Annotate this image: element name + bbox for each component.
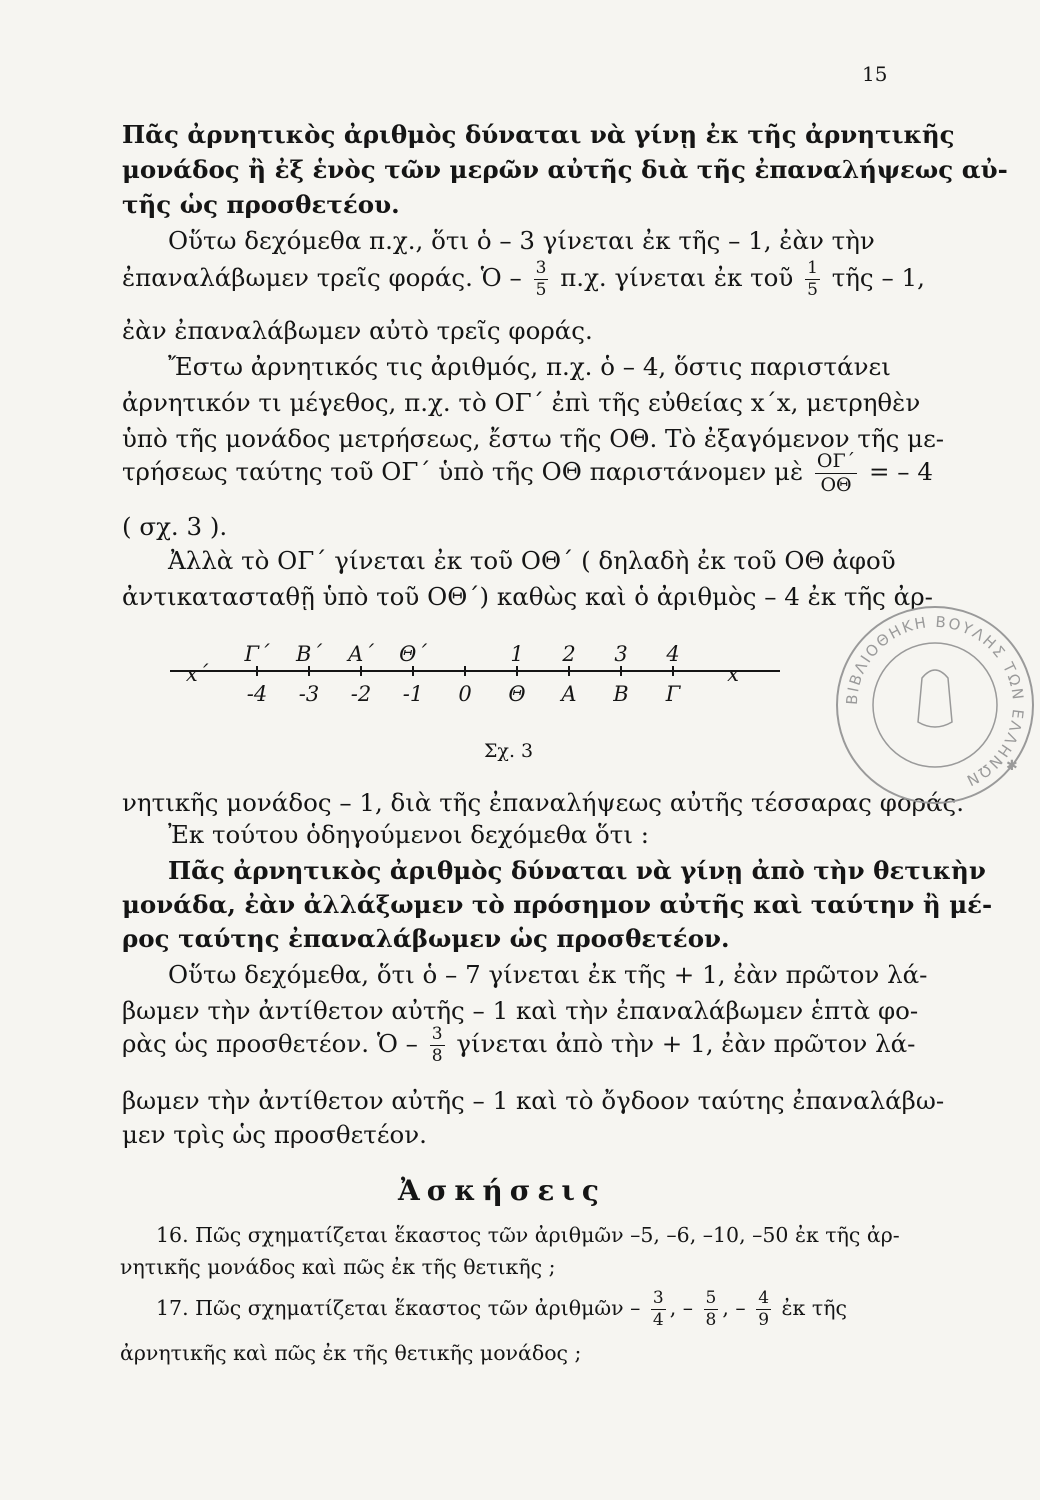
bottom-label: -3 — [298, 682, 320, 706]
rule-text-line: μονάδος ἢ ἐξ ἑνὸς τῶν μερῶν αὐτῆς διὰ τῆς ἐπαναλήψεως αὐ- — [122, 155, 1008, 184]
bottom-label: 0 — [458, 682, 472, 706]
body-line: βωμεν τὴν ἀντίθετον αὐτῆς – 1 καὶ τὴν ἐπαναλάβωμεν ἑπτὰ φο- — [122, 996, 919, 1025]
fraction-denominator: 4 — [652, 1310, 664, 1330]
top-label: 4 — [666, 642, 680, 666]
body-line: Ἀλλὰ τὸ ΟΓ΄ γίνεται ἐκ τοῦ ΟΘ΄ ( δηλαδὴ ἐκ τοῦ ΟΘ ἀφοῦ — [168, 546, 896, 575]
body-line: νητικῆς μονάδος – 1, διὰ τῆς ἐπαναλήψεως αὐτῆς τέσσαρας φοράς. — [122, 788, 965, 817]
exercise-17-line — [156, 1290, 847, 1329]
fraction — [430, 1026, 445, 1065]
body-line: Ἐκ τούτου ὁδηγούμενοι δεχόμεθα ὅτι : — [168, 820, 649, 849]
bottom-label: -4 — [246, 682, 268, 706]
fraction-denominator: 8 — [705, 1310, 717, 1330]
exercise-17-line: ἀρνητικῆς καὶ πῶς ἐκ τῆς θετικῆς μονάδος ; — [120, 1341, 582, 1365]
bottom-label: Γ — [665, 682, 681, 706]
fraction-denominator: 5 — [535, 280, 547, 300]
rule-text-line: μονάδα, ἐὰν ἀλλάξωμεν τὸ πρόσημον αὐτῆς καὶ ταύτην ἢ μέ- — [122, 890, 993, 919]
fraction-denominator: 9 — [758, 1310, 770, 1330]
bottom-label: Α — [561, 682, 577, 706]
text-segment: , – — [669, 1296, 693, 1320]
fraction-denominator: 8 — [431, 1046, 443, 1066]
top-labels — [243, 642, 679, 666]
top-label: 1 — [510, 642, 524, 666]
fraction-denominator: 5 — [807, 280, 818, 300]
top-label: Α΄ — [348, 642, 374, 666]
rule-text-line: Πᾶς ἀρνητικὸς ἀριθμὸς δύναται νὰ γίνῃ ἀπὸ τὴν θετικὴν — [168, 856, 986, 885]
fraction-numerator: 3 — [535, 258, 547, 278]
text-segment: π.χ. γίνεται ἐκ τοῦ — [560, 263, 794, 292]
bottom-labels — [186, 662, 739, 706]
text-segment: 17. Πῶς σχηματίζεται ἕκαστος τῶν ἀριθμῶν – — [156, 1296, 641, 1320]
fraction — [534, 260, 549, 299]
bottom-label: Θ — [508, 682, 526, 706]
body-line-with-fraction — [122, 1026, 915, 1065]
rule-text-line: Πᾶς ἀρνητικὸς ἀριθμὸς δύναται νὰ γίνῃ ἐκ τῆς ἀρνητικῆς — [122, 120, 955, 149]
stamp-figure-icon — [918, 670, 952, 727]
text-segment: ἐπαναλάβωμεν τρεῖς φοράς. Ὁ – — [122, 263, 522, 292]
exercise-16-line: νητικῆς μονάδος καὶ πῶς ἐκ τῆς θετικῆς ; — [120, 1255, 556, 1279]
fraction — [815, 452, 857, 495]
bottom-label: -2 — [350, 682, 372, 706]
stamp-inner-ring — [873, 643, 997, 767]
exercises-heading: Ἀσκήσεις — [398, 1174, 606, 1207]
bottom-label: x — [727, 662, 739, 686]
body-line: Οὕτω δεχόμεθα π.χ., ὅτι ὁ – 3 γίνεται ἐκ τῆς – 1, ἐὰν τὴν — [168, 226, 875, 255]
top-label: 2 — [562, 642, 576, 666]
top-label: Β΄ — [296, 642, 322, 666]
page-number: 15 — [862, 62, 888, 86]
stamp-star-icon: ✱ — [1006, 758, 1018, 774]
exercise-16-line: 16. Πῶς σχηματίζεται ἕκαστος τῶν ἀριθμῶν –5, –6, –10, –50 ἐκ τῆς ἀρ- — [156, 1223, 900, 1247]
fraction — [805, 260, 820, 299]
bottom-label: -1 — [402, 682, 424, 706]
text-segment: τρήσεως ταύτης τοῦ ΟΓ΄ ὑπὸ τῆς ΟΘ παριστάνομεν μὲ — [122, 457, 804, 486]
text-segment: τῆς – 1, — [831, 263, 925, 292]
text-segment: γίνεται ἀπὸ τὴν + 1, ἐὰν πρῶτον λά- — [456, 1029, 916, 1058]
library-stamp — [830, 600, 1040, 810]
body-line: Ἔστω ἀρνητικός τις ἀριθμός, π.χ. ὁ – 4, ὅστις παριστάνει — [168, 352, 891, 381]
text-segment: ρὰς ὡς προσθετέον. Ὁ – — [122, 1029, 418, 1058]
fraction — [704, 1290, 719, 1329]
fraction-numerator: ΟΓ΄ — [816, 450, 856, 472]
fraction — [651, 1290, 666, 1329]
top-label: Γ΄ — [244, 642, 270, 666]
rule-text-line: τῆς ὡς προσθετέου. — [122, 190, 400, 219]
fraction-numerator: 1 — [807, 258, 818, 278]
text-segment: , – — [722, 1296, 746, 1320]
bottom-label: x΄ — [185, 662, 209, 686]
fraction-numerator: 3 — [652, 1288, 664, 1308]
bottom-label: Β — [613, 682, 629, 706]
fraction — [756, 1290, 771, 1329]
body-line: ( σχ. 3 ). — [122, 512, 228, 541]
body-line-with-fractions — [122, 260, 925, 299]
stamp-outer-ring — [837, 607, 1033, 803]
fraction-numerator: 5 — [705, 1288, 717, 1308]
top-label: Θ΄ — [399, 642, 427, 666]
rule-text-line: ρος ταύτης ἐπαναλάβωμεν ὡς προσθετέον. — [122, 924, 730, 953]
fraction-denominator: ΟΘ — [820, 474, 852, 496]
text-segment: = – 4 — [868, 457, 933, 486]
number-line-figure — [170, 638, 810, 718]
fraction-numerator: 3 — [431, 1024, 443, 1044]
body-line: ἀρνητικόν τι μέγεθος, π.χ. τὸ ΟΓ΄ ἐπὶ τῆς εὐθείας x΄x, μετρηθὲν — [122, 388, 921, 417]
stamp-text — [843, 613, 1027, 790]
body-line: ὑπὸ τῆς μονάδος μετρήσεως, ἔστω τῆς ΟΘ. Τὸ ἐξαγόμενον τῆς με- — [122, 424, 945, 453]
text-segment: ἐκ τῆς — [781, 1296, 847, 1320]
top-label: 3 — [614, 642, 628, 666]
body-line-with-fraction — [122, 452, 933, 495]
stamp-text-path: ΒΙΒΛΙΟΘΗΚΗ ΒΟΥΛΗΣ ΤΩΝ ΕΛΛΗΝΩΝ — [842, 612, 1028, 791]
body-line: μεν τρὶς ὡς προσθετέον. — [122, 1120, 427, 1149]
body-line: ἐὰν ἐπαναλάβωμεν αὐτὸ τρεῖς φοράς. — [122, 316, 593, 345]
body-line: ἀντικατασταθῇ ὑπὸ τοῦ ΟΘ΄) καθὼς καὶ ὁ ἀριθμὸς – 4 ἐκ τῆς ἀρ- — [122, 582, 933, 611]
body-line: βωμεν τὴν ἀντίθετον αὐτῆς – 1 καὶ τὸ ὄγδοον ταύτης ἐπαναλάβω- — [122, 1086, 945, 1115]
figure-caption: Σχ. 3 — [484, 740, 534, 762]
fraction-numerator: 4 — [758, 1288, 770, 1308]
body-line: Οὕτω δεχόμεθα, ὅτι ὁ – 7 γίνεται ἐκ τῆς + 1, ἐὰν πρῶτον λά- — [168, 960, 928, 989]
